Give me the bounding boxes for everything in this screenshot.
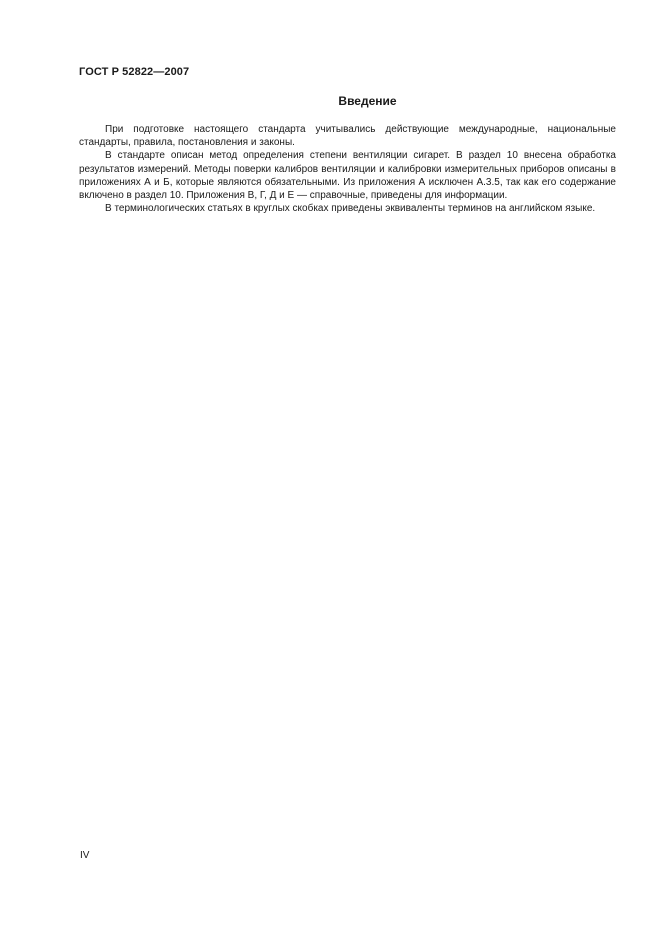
paragraph: В терминологических статьях в круглых скобках приведены эквиваленты терминов на английском языке. — [105, 203, 596, 215]
body-text — [79, 123, 616, 215]
paragraph: При подготовке настоящего стандарта учитывались действующие международные, национальные стандарты, правила, постановления и законы. — [79, 124, 616, 149]
section-title: Введение — [338, 94, 397, 108]
paragraph: В стандарте описан метод определения степени вентиляции сигарет. В раздел 10 внесена обработка результатов измерений. Методы поверки калибров вентиляции и калибровки измерительных приборов описаны в приложениях А и Б, которые являются обязательными. Из приложения А исключен А.3.5, так как его содержание включено в раздел 10. Приложения В, Г, Д и Е — справочные, приведены для информации. — [79, 150, 616, 202]
page-number: IV — [80, 850, 90, 861]
document-code: ГОСТ Р 52822—2007 — [79, 66, 190, 78]
